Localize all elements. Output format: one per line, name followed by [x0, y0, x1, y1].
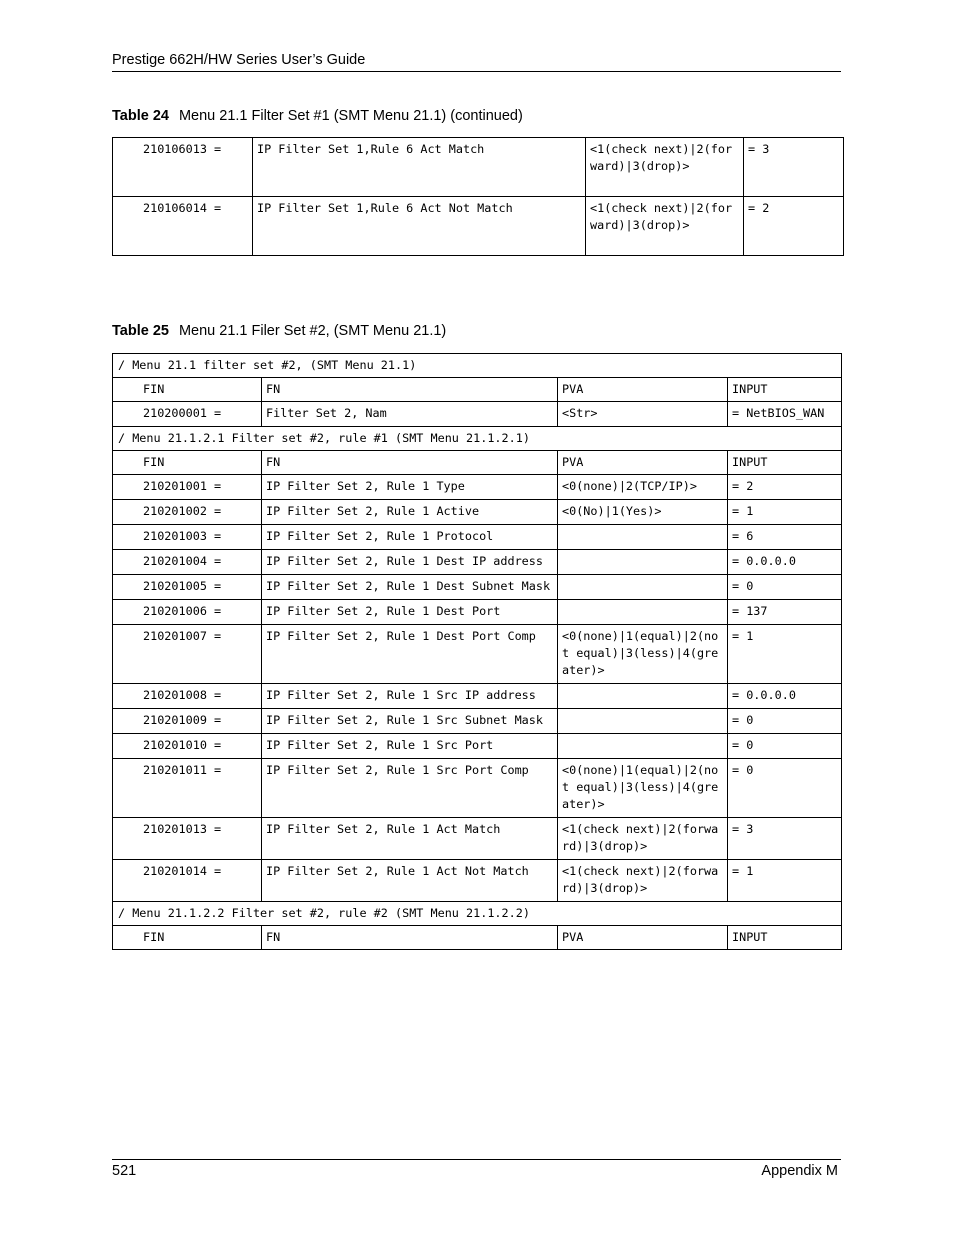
section-title: / Menu 21.1 filter set #2, (SMT Menu 21.1): [113, 354, 842, 378]
pva-cell: [558, 600, 728, 625]
footer-rule: [112, 1159, 841, 1160]
pva-cell: <0(No)|1(Yes)>: [558, 500, 728, 525]
pva-cell: <1(check next)|2(forward)|3(drop)>: [586, 138, 744, 197]
section-title-row: [113, 427, 842, 451]
input-cell: = 1: [728, 860, 842, 902]
fin-cell: 210201011 =: [113, 759, 262, 818]
input-cell: = 6: [728, 525, 842, 550]
fin-cell: 210201005 =: [113, 575, 262, 600]
fn-cell: IP Filter Set 2, Rule 1 Type: [262, 475, 558, 500]
input-cell: = 3: [728, 818, 842, 860]
fin-cell: 210201004 =: [113, 550, 262, 575]
fn-cell: IP Filter Set 1,Rule 6 Act Match: [253, 138, 586, 197]
header-fin: FIN: [113, 926, 262, 950]
table-24-caption: [112, 108, 523, 124]
fin-cell: 210201008 =: [113, 684, 262, 709]
pva-cell: <0(none)|1(equal)|2(not equal)|3(less)|4(greater)>: [558, 625, 728, 684]
header-fn: FN: [262, 451, 558, 475]
header-rule: [112, 71, 841, 72]
input-cell: = 0: [728, 575, 842, 600]
header-fin: FIN: [113, 378, 262, 402]
fn-cell: IP Filter Set 2, Rule 1 Active: [262, 500, 558, 525]
fin-cell: 210201007 =: [113, 625, 262, 684]
fin-cell: 210201013 =: [113, 818, 262, 860]
input-cell: = 0: [728, 734, 842, 759]
fin-cell: 210201009 =: [113, 709, 262, 734]
fin-cell: 210201003 =: [113, 525, 262, 550]
table-24-title: Menu 21.1 Filter Set #1 (SMT Menu 21.1) (continued): [178, 108, 523, 124]
input-cell: = NetBIOS_WAN: [728, 402, 842, 427]
input-cell: = 1: [728, 500, 842, 525]
column-header-row: [113, 926, 842, 950]
input-cell: = 1: [728, 625, 842, 684]
table-row: [113, 734, 842, 759]
fn-cell: IP Filter Set 2, Rule 1 Src IP address: [262, 684, 558, 709]
fin-cell: 210106013 =: [113, 138, 253, 197]
fin-cell: 210201010 =: [113, 734, 262, 759]
fn-cell: Filter Set 2, Nam: [262, 402, 558, 427]
header-pva: PVA: [558, 378, 728, 402]
table-row: [113, 759, 842, 818]
pva-cell: [558, 734, 728, 759]
header-input: INPUT: [728, 378, 842, 402]
table-row: [113, 475, 842, 500]
fn-cell: IP Filter Set 2, Rule 1 Protocol: [262, 525, 558, 550]
pva-cell: <0(none)|1(equal)|2(not equal)|3(less)|4(greater)>: [558, 759, 728, 818]
header-pva: PVA: [558, 926, 728, 950]
fin-cell: 210200001 =: [113, 402, 262, 427]
pva-cell: <1(check next)|2(forward)|3(drop)>: [558, 818, 728, 860]
input-cell: = 137: [728, 600, 842, 625]
fin-cell: 210201002 =: [113, 500, 262, 525]
fin-cell: 210201001 =: [113, 475, 262, 500]
header-input: INPUT: [728, 926, 842, 950]
input-cell: = 2: [744, 197, 844, 256]
footer-section: Appendix M: [761, 1163, 838, 1179]
input-cell: = 0: [728, 709, 842, 734]
fn-cell: IP Filter Set 1,Rule 6 Act Not Match: [253, 197, 586, 256]
input-cell: = 0: [728, 759, 842, 818]
pva-cell: <0(none)|2(TCP/IP)>: [558, 475, 728, 500]
pva-cell: <1(check next)|2(forward)|3(drop)>: [558, 860, 728, 902]
header-fin: FIN: [113, 451, 262, 475]
fn-cell: IP Filter Set 2, Rule 1 Src Port Comp: [262, 759, 558, 818]
pva-cell: [558, 684, 728, 709]
column-header-row: [113, 378, 842, 402]
table-24-body: [113, 138, 844, 256]
table-row: [113, 600, 842, 625]
table-row: [113, 684, 842, 709]
table-25-body: [113, 354, 842, 950]
header-input: INPUT: [728, 451, 842, 475]
section-title-row: [113, 902, 842, 926]
table-row: [113, 625, 842, 684]
fn-cell: IP Filter Set 2, Rule 1 Dest Port Comp: [262, 625, 558, 684]
header-fn: FN: [262, 378, 558, 402]
table-25-label: Table 25: [112, 323, 169, 339]
table-row: [113, 550, 842, 575]
input-cell: = 2: [728, 475, 842, 500]
pva-cell: [558, 525, 728, 550]
column-header-row: [113, 451, 842, 475]
table-row: [113, 402, 842, 427]
pva-cell: <Str>: [558, 402, 728, 427]
table-row: [113, 138, 844, 197]
input-cell: = 3: [744, 138, 844, 197]
table-row: [113, 709, 842, 734]
header-fn: FN: [262, 926, 558, 950]
fin-cell: 210201014 =: [113, 860, 262, 902]
table-24-label: Table 24: [112, 108, 169, 124]
table-25: [112, 353, 842, 950]
section-title: / Menu 21.1.2.1 Filter set #2, rule #1 (SMT Menu 21.1.2.1): [113, 427, 842, 451]
section-title-row: [113, 354, 842, 378]
fn-cell: IP Filter Set 2, Rule 1 Dest IP address: [262, 550, 558, 575]
page-number: 521: [112, 1163, 137, 1179]
table-25-title: Menu 21.1 Filer Set #2, (SMT Menu 21.1): [178, 323, 447, 339]
pva-cell: [558, 575, 728, 600]
table-row: [113, 818, 842, 860]
input-cell: = 0.0.0.0: [728, 684, 842, 709]
fin-cell: 210201006 =: [113, 600, 262, 625]
fn-cell: IP Filter Set 2, Rule 1 Act Match: [262, 818, 558, 860]
page-header-title: Prestige 662H/HW Series User’s Guide: [112, 52, 366, 68]
pva-cell: [558, 550, 728, 575]
table-row: [113, 575, 842, 600]
table-row: [113, 197, 844, 256]
pva-cell: [558, 709, 728, 734]
table-row: [113, 500, 842, 525]
table-24: [112, 137, 844, 256]
fn-cell: IP Filter Set 2, Rule 1 Src Subnet Mask: [262, 709, 558, 734]
section-title: / Menu 21.1.2.2 Filter set #2, rule #2 (SMT Menu 21.1.2.2): [113, 902, 842, 926]
table-25-caption: [112, 323, 446, 339]
fn-cell: IP Filter Set 2, Rule 1 Dest Subnet Mask: [262, 575, 558, 600]
pva-cell: <1(check next)|2(forward)|3(drop)>: [586, 197, 744, 256]
fn-cell: IP Filter Set 2, Rule 1 Src Port: [262, 734, 558, 759]
fn-cell: IP Filter Set 2, Rule 1 Act Not Match: [262, 860, 558, 902]
table-row: [113, 860, 842, 902]
fin-cell: 210106014 =: [113, 197, 253, 256]
input-cell: = 0.0.0.0: [728, 550, 842, 575]
fn-cell: IP Filter Set 2, Rule 1 Dest Port: [262, 600, 558, 625]
header-pva: PVA: [558, 451, 728, 475]
table-row: [113, 525, 842, 550]
